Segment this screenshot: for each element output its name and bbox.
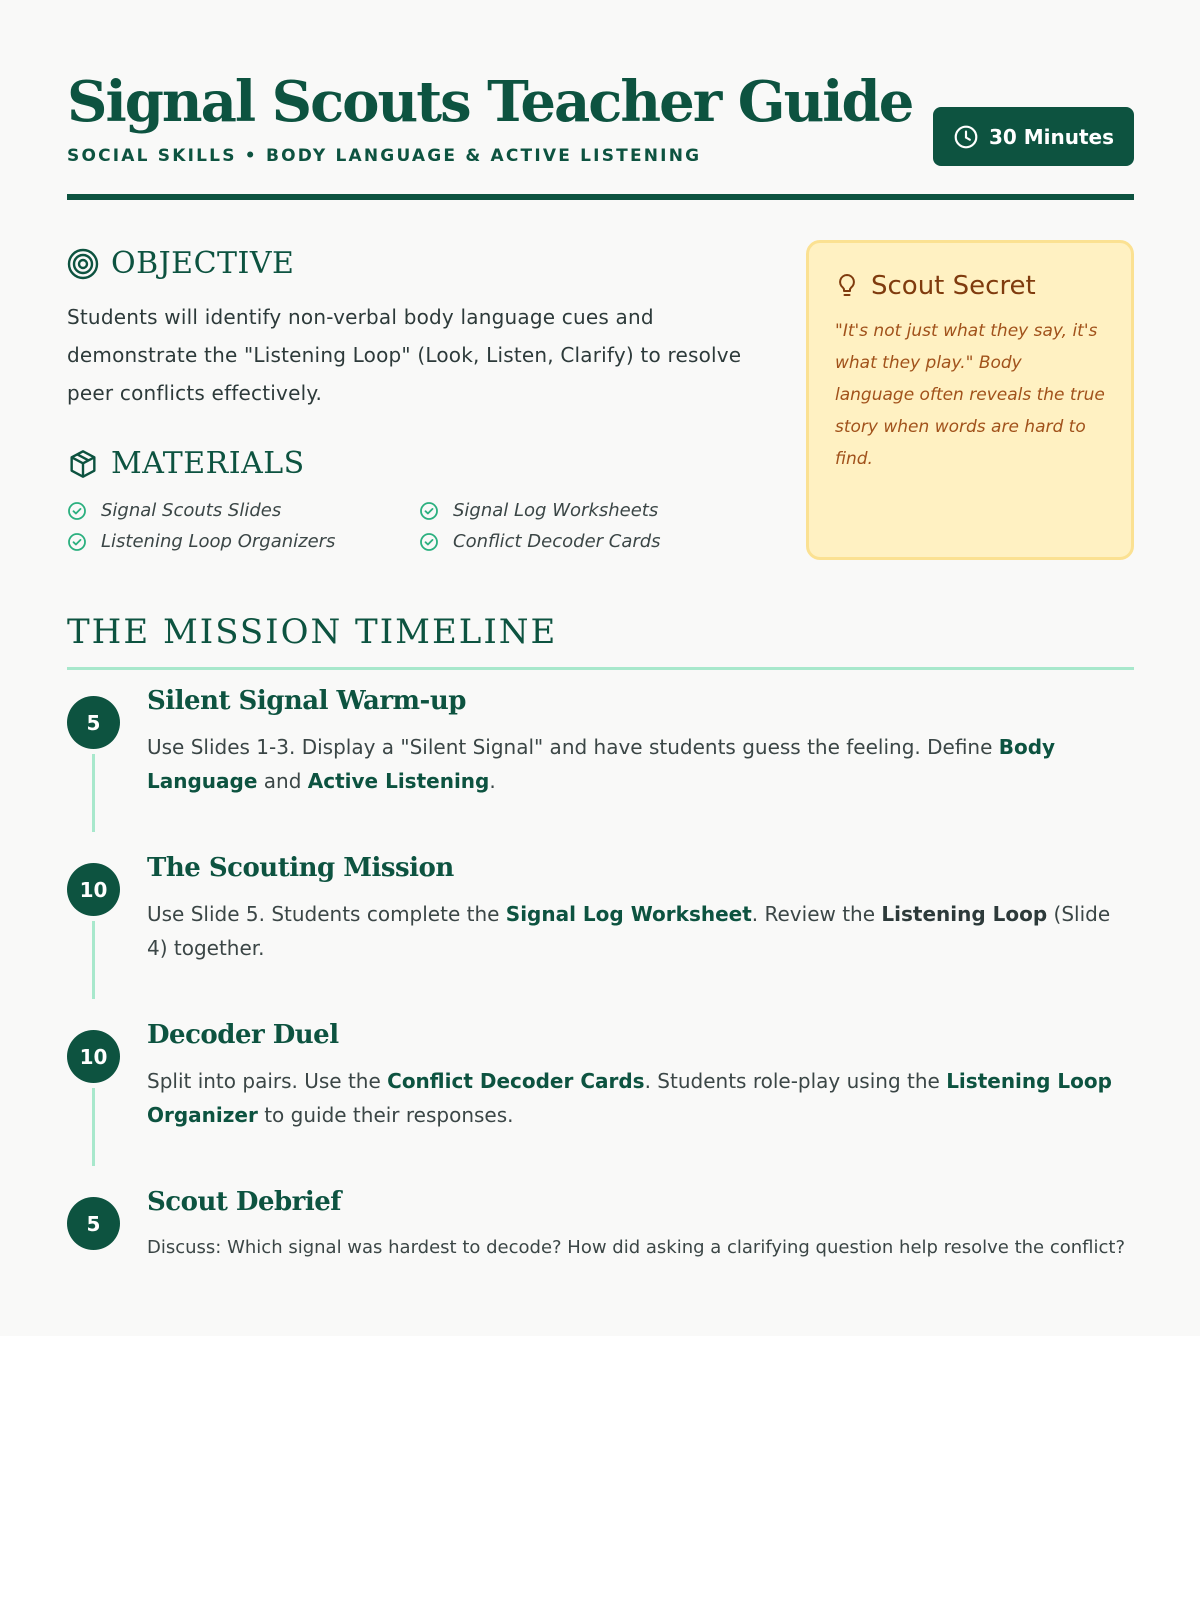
material-label: Listening Loop Organizers (101, 531, 336, 552)
time-badge-label: 30 Minutes (988, 124, 1114, 149)
scout-secret-heading (835, 271, 1105, 301)
timeline-step (67, 1020, 1134, 1170)
step-minutes-badge: 10 (67, 863, 120, 916)
timeline-step (67, 853, 1134, 1003)
step-minutes-badge: 5 (67, 1197, 120, 1250)
material-label: Signal Scouts Slides (101, 500, 282, 521)
timeline-divider (67, 667, 1134, 670)
key-term: Listening Loop (881, 902, 1048, 926)
material-item (419, 531, 759, 552)
header-divider (67, 194, 1134, 200)
step-description: Use Slide 5. Students complete the Signal Log Worksheet. Review the Listening Loop (Slide 4) together. (147, 902, 1111, 960)
scout-secret-title: Scout Secret (871, 271, 1036, 301)
timeline-step (67, 686, 1134, 836)
step-minutes-badge: 10 (67, 1030, 120, 1083)
material-item (67, 500, 419, 521)
materials-list (67, 500, 767, 552)
objective-heading-label: OBJECTIVE (111, 246, 295, 281)
step-title: Scout Debrief (147, 1187, 341, 1217)
key-term: Signal Log Worksheet (505, 902, 752, 926)
step-title: The Scouting Mission (147, 853, 454, 883)
scout-secret-callout (806, 240, 1134, 560)
materials-heading (67, 446, 305, 481)
check-circle-icon (419, 501, 439, 521)
header (67, 66, 1134, 166)
clock-icon (953, 124, 979, 150)
check-circle-icon (67, 532, 87, 552)
step-description: Split into pairs. Use the Conflict Decoder Cards. Students role-play using the Listening Loop Organizer to guide their responses. (147, 1069, 1112, 1127)
box-icon (67, 448, 99, 480)
objective-heading (67, 246, 294, 281)
timeline-connector (92, 921, 95, 999)
material-item (67, 531, 419, 552)
key-term: Body Language (147, 735, 1056, 793)
page-title: Signal Scouts Teacher Guide (67, 69, 913, 135)
timeline-heading: THE MISSION TIMELINE (67, 612, 558, 652)
objective-text: Students will identify non-verbal body language cues and demonstrate the "Listening Loop" (Look, Listen, Clarify) to resolve peer conflicts effectively. (67, 305, 742, 405)
step-minutes-badge: 5 (67, 696, 120, 749)
timeline-step (67, 1187, 1134, 1297)
step-description: Discuss: Which signal was hardest to decode? How did asking a clarifying question help resolve the conflict? (147, 1237, 1126, 1258)
material-label: Conflict Decoder Cards (453, 531, 661, 552)
materials-heading-label: MATERIALS (111, 446, 305, 481)
step-title: Silent Signal Warm-up (147, 686, 466, 716)
scout-secret-text: "It's not just what they say, it's what they play." Body language often reveals the true story when words are hard to find. (835, 321, 1105, 469)
page-subtitle: SOCIAL SKILLS • BODY LANGUAGE & ACTIVE LISTENING (67, 146, 702, 166)
timeline-connector (92, 1088, 95, 1166)
time-badge (933, 107, 1134, 166)
step-description: Use Slides 1-3. Display a "Silent Signal" and have students guess the feeling. Define Body Language and Active Listening. (147, 735, 1056, 793)
timeline-connector (92, 754, 95, 832)
step-title: Decoder Duel (147, 1020, 339, 1050)
material-label: Signal Log Worksheets (453, 500, 659, 521)
lightbulb-icon (835, 272, 859, 300)
check-circle-icon (419, 532, 439, 552)
target-icon (67, 248, 99, 280)
material-item (419, 500, 759, 521)
key-term: Conflict Decoder Cards (387, 1069, 645, 1093)
key-term: Active Listening (307, 769, 490, 793)
check-circle-icon (67, 501, 87, 521)
key-term: Listening Loop Organizer (147, 1069, 1112, 1127)
